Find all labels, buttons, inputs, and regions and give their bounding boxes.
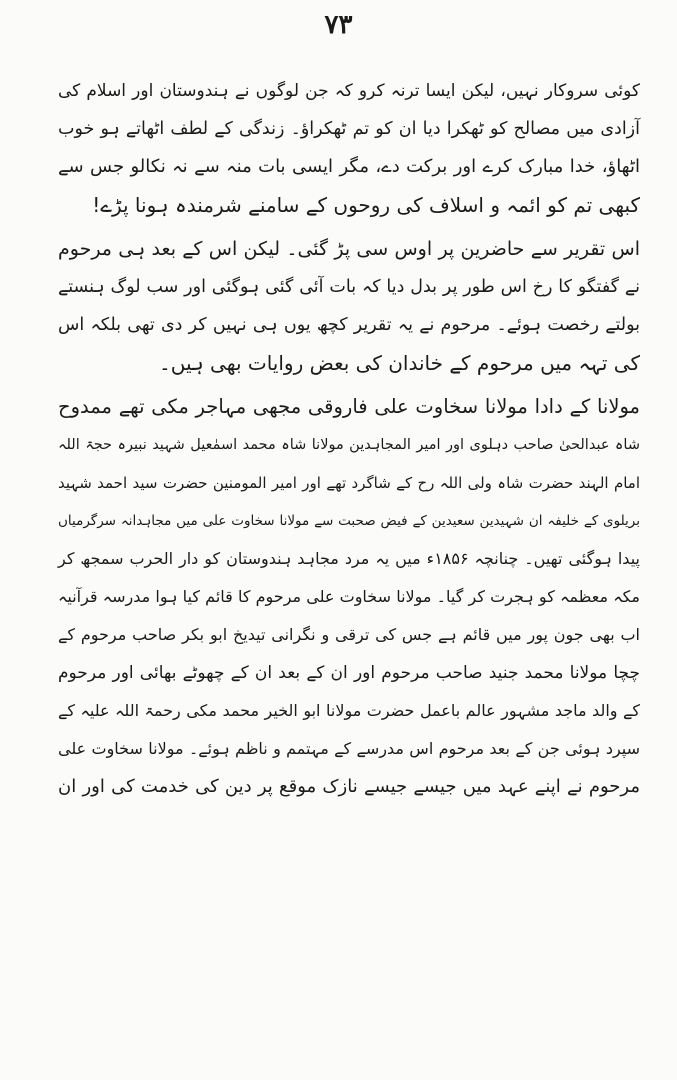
text-line: بریلوی کے خلیفہ ان شہیدین سعیدین کے فیض صحبت سے مولانا سخاوت علی میں مجاہدانہ سرگرمیاں [58,513,640,529]
text-line: آزادی میں مصالح کو ٹھکرا دیا ان کو تم ٹھکراؤ۔ زندگی کے لطف اٹھاتے ہو خوب [58,119,640,139]
text-line: نے گفتگو کا رخ اس طور پر بدل دیا کہ بات آئی گئی ہوگئی اور سب لوگ ہنستے [58,277,640,297]
paragraph-start-line: اس تقریر سے حاضرین پر اوس سی پڑ گئی۔ لیکن اس کے بعد ہی مرحوم [58,238,640,260]
text-line: مرحوم نے اپنے عہد میں جیسے جیسے نازک موقع پر دین کی خدمت کی اور ان [58,776,640,797]
text-line: بولتے رخصت ہوئے۔ مرحوم نے یہ تقریر کچھ یوں ہی نہیں کر دی تھی بلکہ اس [58,315,640,335]
text-line: کے والد ماجد مشہور عالم باعمل حضرت مولانا ابو الخیر محمد مکی رحمۃ اللہ علیہ کے [58,701,640,720]
page-number: ۷۳ [324,10,353,40]
text-line: مکہ معظمہ کو ہجرت کر گیا۔ مولانا سخاوت علی مرحوم کا قائم کیا ہوا مدرسہ قرآنیہ [58,587,640,606]
text-line: چچا مولانا محمد جنید صاحب مرحوم اور ان کے بعد ان کے چھوٹے بھائی اور مرحوم [58,663,640,683]
text-line: سپرد ہوئی جن کے بعد مرحوم اس مدرسے کے مہتمم و ناظم ہوئے۔ مولانا سخاوت علی [58,739,640,758]
text-line: کی تہہ میں مرحوم کے خاندان کی بعض روایات بھی ہیں۔ [159,351,640,375]
text-line: اٹھاؤ، خدا مبارک کرے اور برکت دے، مگر ایسی بات منہ سے نہ نکالو جس سے [58,156,640,177]
paragraph-start-line: مولانا کے دادا مولانا سخاوت علی فاروقی مجھی مہاجر مکی تھے ممدوح [58,395,640,418]
text-line: پیدا ہوگئی تھیں۔ چنانچہ ۱۸۵۶ء میں یہ مرد مجاہد ہندوستان کو دار الحرب سمجھ کر [58,549,640,568]
body-text [58,72,640,806]
text-line: شاہ عبدالحیٰ صاحب دہلوی اور امیر المجاہدین مولانا شاہ محمد اسمٰعیل شہید نبیرہ حجۃ اللہ [58,437,640,453]
text-line: اب بھی جون پور میں قائم ہے جس کی ترقی و نگرانی تیدیخ ابو بکر صاحب مرحوم کے [58,625,640,644]
text-line: امام الہند حضرت شاہ ولی اللہ رح کے شاگرد تھے اور امیر المومنین حضرت سید احمد شہید [58,474,640,492]
text-line: کوئی سروکار نہیں، لیکن ایسا ترنہ کرو کہ جن لوگوں نے ہندوستان اور اسلام کی [58,81,640,101]
text-line: کبھی تم کو ائمہ و اسلاف کی روحوں کے سامنے شرمندہ ہونا پڑے! [92,193,640,217]
